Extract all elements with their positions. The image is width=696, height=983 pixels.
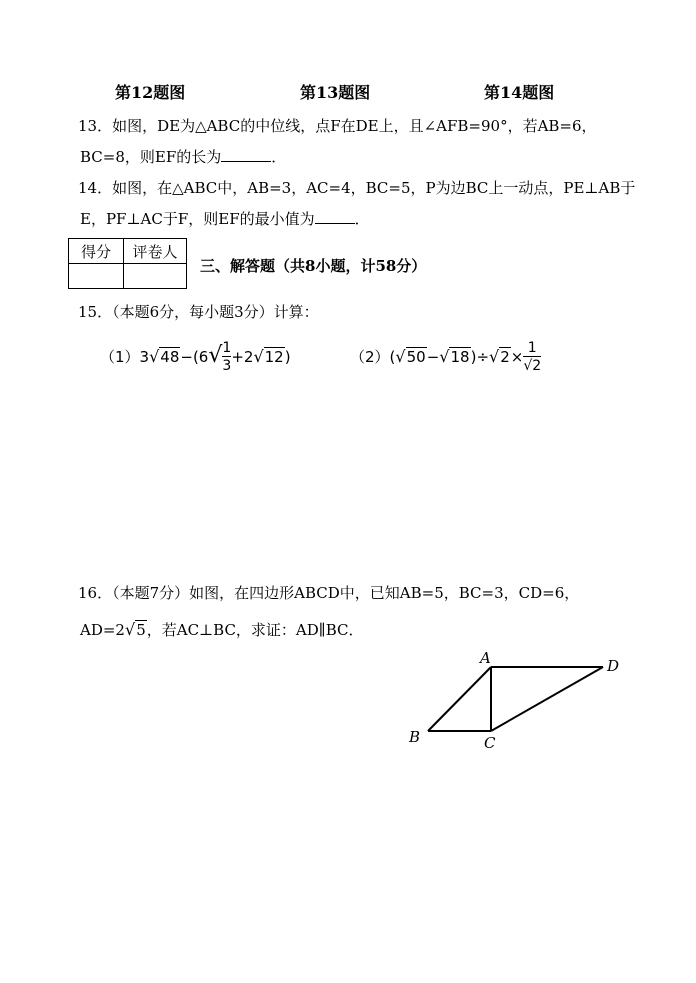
caption-fig12: 第12题图: [115, 83, 186, 102]
q15-part2-div: ÷: [476, 348, 490, 366]
q16-line1: 16．（本题7分）如图，在四边形ABCD中，已知AB=5，BC=3，CD=6，: [78, 584, 580, 602]
q15-part1-radical1: √48: [149, 347, 180, 366]
score-cell[interactable]: [69, 264, 124, 289]
q15-part1-radical-sign: √: [208, 343, 223, 368]
q15-part1-plus: +2: [231, 348, 254, 366]
q15-part2-minus: −: [426, 348, 440, 366]
q15-part2-label: （2）: [350, 348, 390, 366]
q15-part1: [100, 340, 291, 375]
q15-part1-radical2: √12: [253, 347, 284, 366]
q15-header: 15．（本题6分，每小题3分）计算：: [78, 303, 319, 321]
q14-answer-blank[interactable]: [315, 208, 355, 224]
label-b: B: [409, 728, 421, 746]
q16-line2-post: ，若AC⊥BC，求证：AD∥BC．: [146, 621, 364, 639]
q14-line2-end: ．: [354, 210, 370, 228]
q15-part2: [350, 340, 541, 375]
q15-part2-radical2: √18: [439, 347, 470, 366]
caption-fig14: 第14题图: [484, 83, 555, 102]
label-a: A: [480, 649, 491, 667]
q14-line1: 14．如图，在△ABC中，AB=3，AC=4，BC=5，P为边BC上一动点，PE⊥AB于: [78, 179, 636, 197]
q15-part2-radical1: √50: [395, 347, 426, 366]
grader-cell[interactable]: [124, 264, 187, 289]
section3-title: 三、解答题（共8小题，计58分）: [200, 257, 427, 275]
q15-part1-coef: 3: [139, 348, 150, 366]
q15-part2-open: (: [389, 348, 396, 366]
q15-part2-close: ): [470, 348, 477, 366]
q15-part2-fraction: $\frac{1}{√2}$: [523, 340, 542, 374]
q14-line2: [80, 208, 370, 229]
q16-line2-pre: AD=2: [80, 621, 125, 639]
q15-part2-radical3: √2: [489, 347, 510, 366]
grader-header: 评卷人: [124, 239, 187, 264]
label-d: D: [607, 657, 620, 675]
q15-part2-times: ×: [510, 348, 524, 366]
caption-fig13: 第13题图: [300, 83, 371, 102]
score-header: 得分: [69, 239, 124, 264]
q16-radical: √5: [124, 620, 146, 639]
q15-part1-label: （1）: [100, 348, 140, 366]
q13-line2: [80, 146, 286, 167]
label-c: C: [484, 734, 496, 752]
segment-ab: [428, 667, 491, 731]
q13-answer-blank[interactable]: [221, 146, 271, 162]
q13-line1: 13．如图，DE为△ABC的中位线，点F在DE上，且∠AFB=90°，若AB=6，: [78, 117, 597, 135]
q15-part1-close: ): [284, 348, 291, 366]
segment-cd: [491, 667, 603, 731]
q13-line2-text: BC=8，则EF的长为: [80, 148, 222, 166]
q15-part1-fraction: $\frac{1}{3}$: [222, 340, 232, 374]
q16-figure: [400, 645, 630, 755]
q14-line2-text: E，PF⊥AC于F，则EF的最小值为: [80, 210, 315, 228]
score-table: [68, 238, 187, 289]
q16-line2: [80, 619, 364, 640]
q13-line2-end: ．: [271, 148, 287, 166]
q15-part1-mid: −(6: [180, 348, 209, 366]
